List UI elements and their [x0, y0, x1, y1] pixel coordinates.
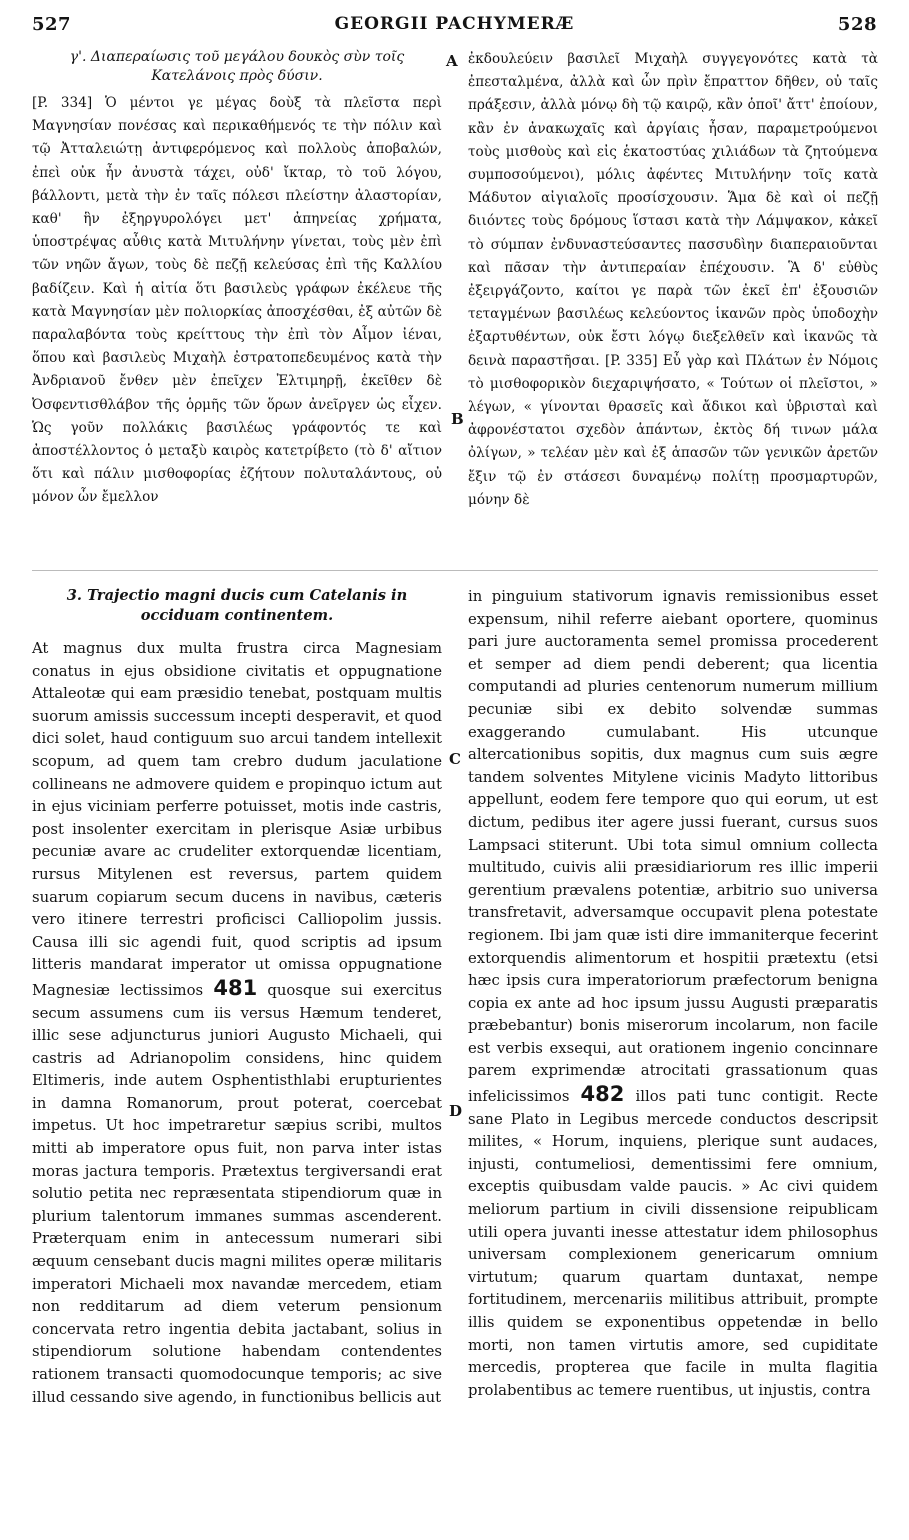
- latin-left-paragraph: [32, 638, 442, 1409]
- margin-page-number-481: 481: [213, 975, 258, 1000]
- latin-left-text-b: quosque sui exercitus secum assumens cum iis versus Hæmum tenderet, illic sese adjuncturus juniori Augusto Michaeli, qui castris ad Adrianopolim considens, hinc quidem Eltimeris, inde autem Osphentisthlabi erupturientes in damna Romanorum, prout poterat, coercebat impetus. Ut hoc impetraretur sæpius scribi, multos mitti ab imperatore opus fuit, non parva inter istas moras jactura temporis. Prætextus tergiversandi erat solutio petita nec repræsentata stipendiorum quæ in plurium talentorum immanes summas ascenderent. Præterquam enim in antecessum numerari sibi æquum censebant ducis magni milites operæ militaris imperatori Michaeli mox navandæ mercedem, etiam non redditarum ad diem veterum pensionum concervata retro ingentia debita jactabant, solius in stipendiorum solutione habendam contendentes rationem transacti quomodocunque temporis; ac sive illud cessando sive agendo, in functionibus bellicis aut: [32, 981, 443, 1406]
- latin-section-heading: 3. Trajectio magni ducis cum Catelanis in occiduam continentem.: [66, 587, 408, 624]
- page-number-right: 528: [837, 14, 877, 35]
- latin-left-text-a: At magnus dux multa frustra circa Magnesiam conatus in ejus obsidione civitatis et oppugnatione Attaleotæ qui eam præsidio tenebat, postquam multis suorum amissis successum incepti desperavit, et quod dici solet, haud contiguum suo arcui tandem intellexit scopum, ad quem tam crebro dudum jaculatione collineans ne admovere quidem e propinquo ictum aut in ejus viciniam perferre potuisset, motis inde castris, post insolenter exercitam in plerisque Asiæ urbibus pecuniæ avare ac crudeliter extorquendæ licentiam, rursus Mitylenen est reversus, partem quidem suarum copiarum secum ducens in navibus, cæteris vero itinere terrestri proficisci Calliopolim jussis. Causa illi sic agendi fuit, quod scriptis ad ipsum litteris mandarat imperator ut omissa oppugnatione Magnesiæ lectissimos: [32, 640, 442, 999]
- greek-left-column: [32, 48, 442, 510]
- greek-section-heading: γ'. Διαπεραίωσις τοῦ μεγάλου δουκὸς σὺν τοῖς Κατελάνοις πρὸς δύσιν.: [69, 49, 405, 84]
- latin-right-text-a: in pinguium stativorum ignavis remissionibus esset expensum, nihil referre aiebant oportere, quominus pari jure auctoramenta semel promissa procederent et semper ad diem pendi deberent; qua licentia computandi ad pluries centenorum numerum millium pecuniæ sibi ex debito solvendæ summas exaggerando cumulabant. His utcunque altercationibus sopitis, dux magnus cum suis ægre tandem solventes Mitylene vicinis Madyto littoribus appellunt, eodem fere tempore quo qui eorum, ut est dictum, pedibus iter agere jussi fuerant, cursus suos Lampsaci stiterunt. Ubi tota simul omnium collecta multitudo, cuivis alii præsidiariorum res illic imperii gerentium prævalens potentiæ, arbitrio suo universa transfretavit, adversamque occupavit plena potestate regionem. Ibi jam quæ isti dire immaniterque fecerint extorquendis alimentorum et hospitii prætextu (etsi hæc ipsis cura imperatoriorum præfectorum benigna copia ex ante ad hoc ipsum jussu Augusti præparatis præbebantur) bonis miserorum incolarum, non facile est verbis exsequi, aut orationem ingenio concinnare parem exprimendæ atrocitati grassationum quas infelicissimos: [468, 588, 878, 1106]
- latin-left-column: [32, 586, 442, 1409]
- margin-marker-d: D: [449, 1102, 463, 1120]
- margin-marker-b: B: [451, 410, 464, 428]
- greek-left-text: [P. 334] Ὁ μέντοι γε μέγας δοὺξ τὰ πλεῖστα περὶ Μαγνησίαν πονέσας καὶ περικαθήμενός τε τὴν πόλιν καὶ τῷ Ἀτταλειώτῃ ἀντιφερόμενος καὶ πολλοὺς ἀποβαλών, ἐπεὶ οὐκ ἦν ἀνυστὰ τάχει, οὐδ' ἴκταρ, τὸ τοῦ λόγου, βάλλοντι, μετὰ τὴν ἐν ταῖς πόλεσι πλείστην ἀλαστορίαν, καθ' ἣν ἐξηργυρολόγει μετ' ἀπηνείας χρήματα, ὑποστρέψας αὖθις κατὰ Μιτυλήνην γίνεται, τοὺς μὲν ἐπὶ τῶν νηῶν ἄγων, τοὺς δὲ πεζῇ κελεύσας ἐπὶ τῆς Καλλίου βαδίζειν. Καὶ ἡ αἰτία ὅτι βασιλεὺς γράφων ἐκέλευε τῆς κατὰ Μαγνησίαν μὲν πολιορκίας ἀποσχέσθαι, ἐξ αὐτῶν δὲ παραλαβόντα τοὺς κρείττους τὴν ἐπὶ τὸν Αἶμον ἰέναι, ὅπου καὶ βασιλεὺς Μιχαὴλ ἐστρατοπεδευμένος κατὰ τὴν Ἀνδριανοῦ ἔνθεν μὲν ἐπεῖχεν Ἐλτιμηρῇ, ἐκεῖθεν δὲ Ὀσφεντισθλάβον τῆς ὁρμῆς τῶν ὅρων ἀνεῖργεν ὡς εἶχεν. Ὡς γοῦν πολλάκις βασιλέως γράφοντός τε καὶ ἀποστέλλοντος ὁ μεταξὺ καιρὸς κατετρίβετο (τὸ δ' αἴτιον ὅτι καὶ πάλιν μισθοφορίας ἐζήτουν πολυταλάντους, οὐ μόνον ὧν ἔμελλον: [32, 95, 442, 506]
- greek-right-column: [468, 48, 878, 512]
- greek-right-text: ἐκδουλεύειν βασιλεῖ Μιχαὴλ συγγεγονότες κατὰ τὰ ἐπεσταλμένα, ἀλλὰ καὶ ὧν πρὶν ἔπραττον δῆθεν, οὐ ταῖς πράξεσιν, ἀλλὰ μόνῳ δὴ τῷ καιρῷ, κἂν ὁποῖ' ἄττ' ἐποίουν, κἂν ἐν ἀνακωχαῖς καὶ ἀργίαις ἦσαν, παραμετρούμενοι τοὺς μισθοὺς καὶ εἰς ἑκατοστύας χιλιάδων τὰ ζητούμενα συμποσούμενοι), μόλις ἀφέντες Μιτυλήνην τοῖς κατὰ Μάδυτον αἰγιαλοῖς προσίσχουσιν. Ἅμα δὲ καὶ οἱ πεζῇ διιόντες τοὺς δρόμους ἵστασι κατὰ τὴν Λάμψακον, κἀκεῖ τὸ σύμπαν ἐνδυναστεύσαντες πασσυδὶην διαπεραιοῦνται καὶ πᾶσαν τὴν ἀντιπεραίαν ἐπέχουσιν. Ἃ δ' εὐθὺς ἐξειργάζοντο, καίτοι γε παρὰ τῶν ἐκεῖ ἐπ' ἐξουσιῶν τεταγμένων βασιλέως κελεύοντος ἱκανῶν πρὸς ὑποδοχὴν ἐξαρτυθέντων, οὐκ ἔστι λόγῳ διεξελθεῖν καὶ ἱκανῶς τὰ δεινὰ παραστῆσαι. [P. 335] Εὖ γὰρ καὶ Πλάτων ἐν Νόμοις τὸ μισθοφορικὸν διεχαριψήσατο, « Τούτων οἱ πλεῖστοι, » λέγων, « γίνονται θρασεῖς καὶ ἄδικοι καὶ ὑβρισταὶ καὶ ἀφρονέστατοι σχεδὸν ἁπάντων, ἐκτὸς δή τινων μάλα ὀλίγων, » τελέαν μὲν καὶ ἐξ ἁπασῶν τῶν γενικῶν ἀρετῶν ἔξιν τῷ ἐν στάσεσι δυναμένῳ πολίτῃ προσμαρτυρῶν, μόνην δὲ: [468, 51, 878, 508]
- margin-marker-c: C: [449, 750, 461, 768]
- latin-right-column: [468, 586, 878, 1402]
- latin-right-text-b: illos pati tunc contigit. Recte sane Plato in Legibus mercede conductos descripsit milites, « Horum, inquiens, plerique sunt audaces, injusti, contumeliosi, dementissimi fere omnium, exceptis quibusdam valde paucis. » Ac civi quidem meliorum partium in civili dissensione reipublicam utili opera juvanti inesse attestatur idem philosophus universam complexionem genericarum omnium virtutum; quarum quartam duntaxat, nempe fortitudinem, mercenariis militibus attribuit, prompte illis quidem se exponentibus oppetendæ in bello morti, non tamen virtutis amore, sed cupiditate mercedis, propterea que facile in multa flagitia prolabentibus ac temere ruentibus, ut injustis, contra: [468, 1088, 878, 1399]
- running-title: GEORGII PACHYMERÆ: [334, 14, 575, 34]
- margin-marker-a: A: [446, 52, 458, 70]
- margin-page-number-482: 482: [580, 1082, 625, 1107]
- section-divider: [32, 570, 878, 571]
- latin-right-paragraph: [468, 586, 878, 1402]
- page-number-left: 527: [32, 14, 72, 35]
